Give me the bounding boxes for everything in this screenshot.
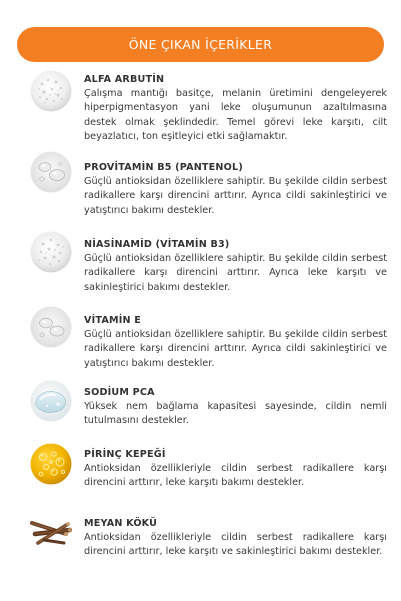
gel-drop-icon (30, 380, 72, 422)
white-powder-icon (30, 70, 72, 112)
ingredient-name: NİASİNAMİD (VİTAMİN B3) (84, 239, 230, 250)
oil-bubbles-icon (30, 443, 72, 485)
ingredient-name: PİRİNÇ KEPEĞİ (84, 449, 166, 460)
ingredient-description: Yüksek nem bağlama kapasitesi sayesinde, cildin nemli tutulmasını destekler. (84, 401, 387, 427)
header-title: ÖNE ÇIKAN İÇERİKLER (128, 37, 273, 52)
ingredient-description: Güçlü antioksidan özelliklere sahiptir. Bu şekilde cildin serbest radikallere karşı direncini arttırır. Ayrıca cildi sakinleştirici ve yatıştırıcı bakımı destekler. (84, 329, 387, 369)
header-banner (17, 27, 384, 62)
ingredient-description: Güçlü antioksidan özelliklere sahiptir. Bu şekilde cildin serbest radikallere karşı direncini arttırır. Ayrıca cildi sakinleştirici ve yatıştırıcı bakımı destekler. (84, 176, 387, 216)
serum-drops-icon (30, 151, 72, 193)
ingredient-description: Antioksidan özellikleriyle cildin serbest radikallere karşı direncini arttırır, leke karşıtı ve sakinleştirici bakımı destekler. (84, 532, 387, 558)
ingredient-description: Antioksidan özellikleriyle cildin serbest radikallere karşı direncini arttırır, leke karşıtı bakımı destekler. (84, 463, 387, 489)
ingredient-name: MEYAN KÖKÜ (84, 518, 158, 529)
ingredient-name: VİTAMİN E (84, 315, 142, 326)
white-powder-icon (30, 231, 72, 273)
ingredient-description: Çalışma mantığı basitçe, melanin üretimini dengeleyerek hiperpigmentasyon yani leke oluşumunun azaltılmasına destek olmak şeklindedir. Temel görevi leke karşıtı, cilt beyazlatıcı, ton eşitleyici etki sağlamaktır. (84, 88, 387, 143)
ingredient-name: PROVİTAMİN B5 (PANTENOL) (84, 162, 243, 173)
ingredient-description: Güçlü antioksidan özelliklere sahiptir. Bu şekilde cildin serbest radikallere karşı direncini arttırır. Ayrıca leke karşıtı ve sakinleştirici bakımı destekler. (84, 253, 387, 293)
serum-drops-icon (30, 306, 72, 348)
ingredient-name: SODİUM PCA (84, 387, 155, 398)
ingredient-name: ALFA ARBUTİN (84, 74, 165, 85)
licorice-root-icon (30, 510, 72, 552)
